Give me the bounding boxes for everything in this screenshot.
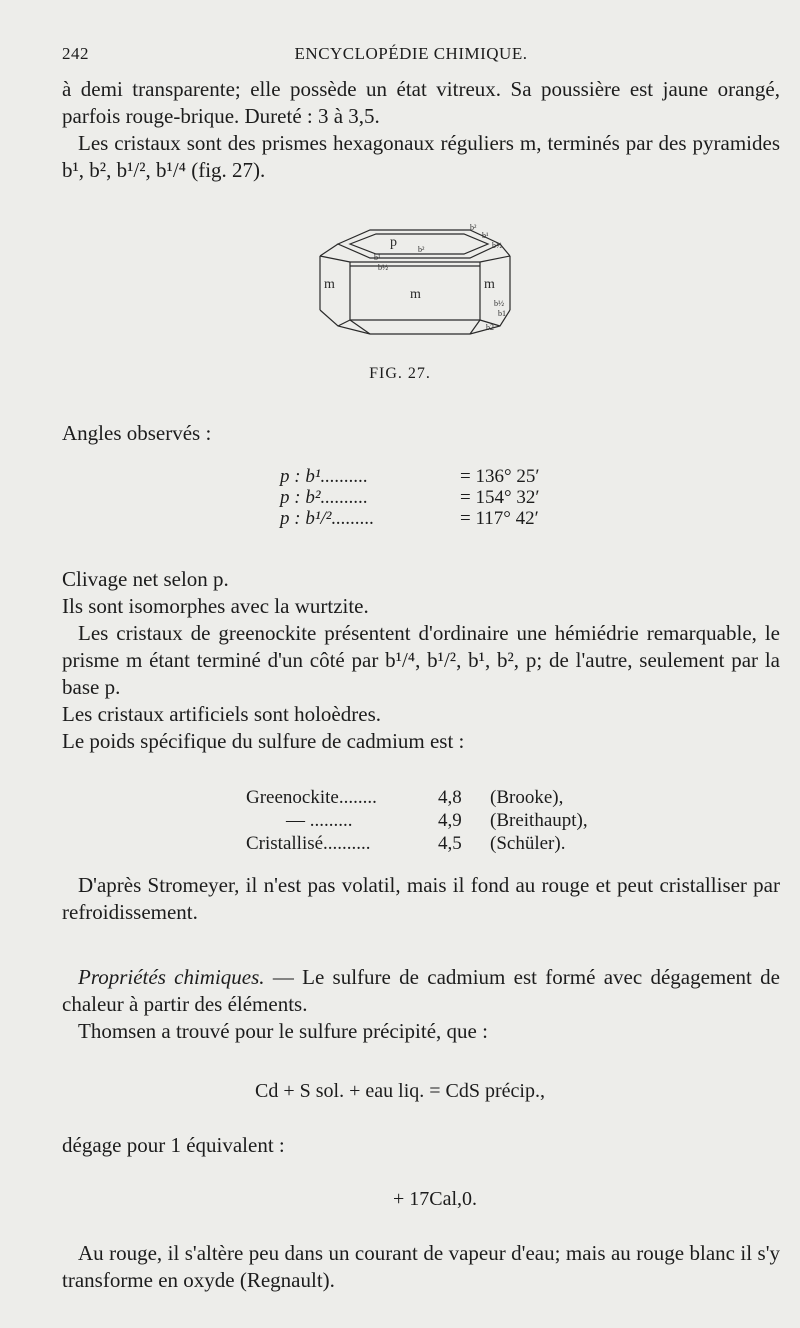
paragraph-12: dégage pour 1 équivalent : [62,1133,285,1157]
paragraph-4: Clivage net selon p. [62,567,229,591]
angle-label: p : b¹.......... [280,466,369,487]
gravity-value: 4,8 [438,787,462,808]
crystal-figure [310,222,520,342]
gravity-value: 4,5 [438,833,462,854]
paragraph-8: Le poids spécifique du sulfure de cadmium est : [62,729,465,753]
paragraph-11: Thomsen a trouvé pour le sulfure précipité, que : [78,1019,488,1043]
figure-label-b2: b² [418,245,425,254]
angle-value: = 117° 42′ [460,508,539,529]
heat-value: + 17Cal,0. [392,1188,478,1210]
paragraph-7: Les cristaux artificiels sont holoèdres. [62,702,381,726]
gravity-row [246,832,620,855]
angle-label: p : b².......... [280,487,369,508]
paragraph-5: Ils sont isomorphes avec la wurtzite. [62,594,369,618]
angles-table [280,466,570,529]
page-number: 242 [62,44,89,63]
section-text: — Le sulfure de cadmium est formé avec dégagement de chaleur à partir des éléments. [62,965,780,1016]
gravity-sample: — ......... [286,810,353,831]
figure-label-b-half-r: b½ [494,299,504,308]
paragraph-13: Au rouge, il s'altère peu dans un courant de vapeur d'eau; mais au rouge blanc il s'y transforme en oxyde (Regnault). [62,1241,780,1292]
paragraph-2: Les cristaux sont des prismes hexagonaux réguliers m, terminés par des pyramides b¹, b², b¹/², b¹/⁴ (fig. 27). [62,131,780,182]
figure-label-m-center: m [410,287,421,302]
gravity-source: (Breithaupt), [490,810,588,831]
angle-label: p : b¹/²......... [280,508,375,529]
gravity-source: (Brooke), [490,787,564,808]
figure-label-b-half: b½ [378,263,388,272]
paragraph-10 [62,964,780,1018]
gravity-row [246,786,620,809]
figure-label-b1: b¹ [374,253,381,262]
figure-label-b2-r: b2 [486,323,494,332]
gravity-row [246,809,620,832]
paragraph-1: à demi transparente; elle possède un état vitreux. Sa poussière est jaune orangé, parfois rouge-brique. Dureté : 3 à 3,5. [62,77,780,128]
gravity-value: 4,9 [438,810,462,831]
figure-label-m-right: m [484,277,495,292]
figure-label-b2-rt: b² [470,223,477,232]
figure-label-p: p [390,235,397,250]
angle-row [280,466,570,487]
reaction-equation: Cd + S sol. + eau liq. = CdS précip., [255,1080,545,1102]
figure-label-m-left: m [324,277,335,292]
paragraph-6: Les cristaux de greenockite présentent d'ordinaire une hémiédrie remarquable, le prisme m étant terminé d'un côté par b¹/⁴, b¹/², b¹, b², p; de l'autre, seulement par la base p. [62,621,780,699]
gravity-sample: Cristallisé.......... [246,833,371,854]
gravity-sample: Greenockite........ [246,787,377,808]
figure-label-b1-r: b1 [498,309,506,318]
section-heading: Propriétés chimiques. [78,965,265,989]
specific-gravity-table [246,786,620,855]
figure-caption: FIG. 27. [369,365,431,382]
figure-label-b1-rt: b¹ [482,231,489,240]
paragraph-3: Angles observés : [62,421,212,445]
angle-value: = 136° 25′ [460,466,540,487]
angle-value: = 154° 32′ [460,487,540,508]
gravity-source: (Schüler). [490,833,566,854]
paragraph-9: D'après Stromeyer, il n'est pas volatil, mais il fond au rouge et peut cristalliser par refroidissement. [62,873,780,924]
running-title: ENCYCLOPÉDIE CHIMIQUE. [294,44,528,63]
angle-row [280,508,570,529]
angle-row [280,487,570,508]
figure-label-b-half-rt: b½ [492,241,502,250]
